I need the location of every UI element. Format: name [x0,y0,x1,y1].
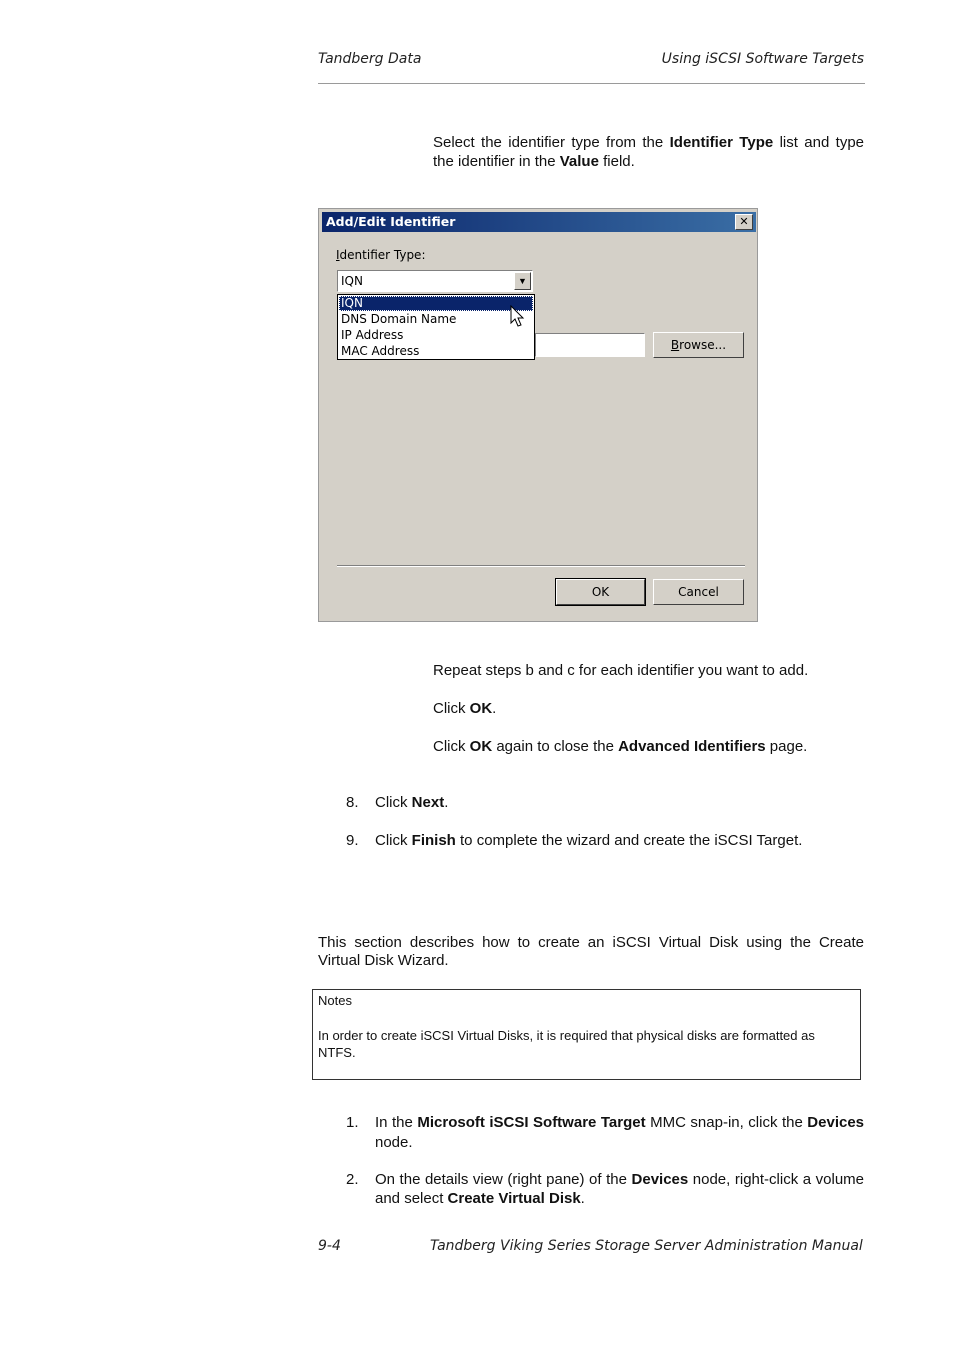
substep-click-ok-again [433,737,807,756]
step-8-number: 8. [346,794,359,811]
step-1-bold-1: Microsoft iSCSI Software Target [417,1114,646,1131]
step-2-text [375,1170,864,1208]
browse-label-rest: rowse... [679,338,727,352]
intro-bold-2: Value [559,153,599,170]
step-8-bold: Next [411,794,445,811]
footer-page-number: 9-4 [318,1238,341,1254]
identifier-type-label-accel: I [336,248,340,262]
identifier-type-label-rest: dentifier Type: [339,248,426,262]
identifier-type-combobox[interactable] [337,270,533,292]
browse-button[interactable] [653,332,744,358]
substep-click-ok-text-2: . [492,700,497,717]
substep-click-ok-text-1: Click [433,700,470,717]
dropdown-option-dns-domain-name[interactable]: DNS Domain Name [341,312,457,326]
intro-bold-1: Identifier Type [669,134,774,151]
step-9-text [375,831,802,850]
chevron-down-icon[interactable]: ▼ [514,272,531,290]
identifier-type-dropdown-list [337,294,535,360]
browse-accel: B [670,338,680,352]
substep-again-bold-1: OK [469,738,493,755]
header-rule [318,83,865,84]
identifier-type-value: IQN [341,274,363,288]
section-intro: This section describes how to create an iSCSI Virtual Disk using the Create Virtual Disk Wizard. [318,934,864,969]
mouse-cursor-icon [510,305,526,329]
dropdown-option-mac-address[interactable]: MAC Address [341,344,420,358]
close-icon[interactable]: ✕ [735,214,753,230]
step-1-text-2: MMC snap-in, click the [645,1114,808,1131]
step-1-text [375,1113,864,1153]
dropdown-option-iqn[interactable]: IQN [339,296,533,311]
step-2-text-2: node, right-click a volume and select [375,1171,864,1207]
dropdown-option-ip-address[interactable]: IP Address [341,328,404,342]
step-9-bold: Finish [411,832,456,849]
step-8-text [375,793,448,812]
dialog-title-bar [322,212,756,232]
cancel-button[interactable]: Cancel [653,579,744,605]
step-2-text-1: On the details view (right pane) of the [375,1171,632,1188]
substep-click-ok [433,699,496,718]
step-9-text-1: Click [375,832,412,849]
add-edit-identifier-dialog [318,208,758,622]
step-1-text-3: node. [375,1134,413,1151]
substep-again-bold-2: Advanced Identifiers [618,738,766,755]
step-2-bold-2: Create Virtual Disk [447,1190,581,1207]
step-2-number: 2. [346,1171,359,1188]
substep-repeat: Repeat steps b and c for each identifier you want to add. [433,662,809,679]
substep-again-text-2: again to close the [492,738,619,755]
step-2-text-3: . [580,1190,585,1207]
intro-text-2: list and type the identifier in the [433,134,865,170]
step-9-text-2: to complete the wizard and create the iSCSI Target. [455,832,803,849]
identifier-type-label [336,248,426,262]
step-2-bold-1: Devices [631,1171,689,1188]
substep-again-text-1: Click [433,738,470,755]
value-input[interactable] [535,333,645,357]
header-left: Tandberg Data [318,51,422,67]
step-1-text-1: In the [375,1114,418,1131]
notes-title: Notes [318,993,352,1008]
intro-text-3: field. [598,153,635,170]
step-8-text-2: . [444,794,449,811]
notes-body: In order to create iSCSI Virtual Disks, it is required that physical disks are formatted as NTFS. [318,1028,815,1060]
step-1-bold-2: Devices [807,1114,865,1131]
header-right: Using iSCSI Software Targets [661,51,864,67]
step-1-number: 1. [346,1114,359,1131]
substep-click-ok-bold: OK [469,700,493,717]
step-9-number: 9. [346,832,359,849]
ok-button[interactable]: OK [556,579,645,605]
dialog-separator [337,565,745,567]
dialog-title: Add/Edit Identifier [326,214,456,229]
substep-again-text-3: page. [765,738,808,755]
intro-text-1: Select the identifier type from the [433,134,670,151]
notes-box [312,989,861,1080]
intro-paragraph [433,133,864,171]
footer-title: Tandberg Viking Series Storage Server Administration Manual [430,1238,863,1254]
step-8-text-1: Click [375,794,412,811]
